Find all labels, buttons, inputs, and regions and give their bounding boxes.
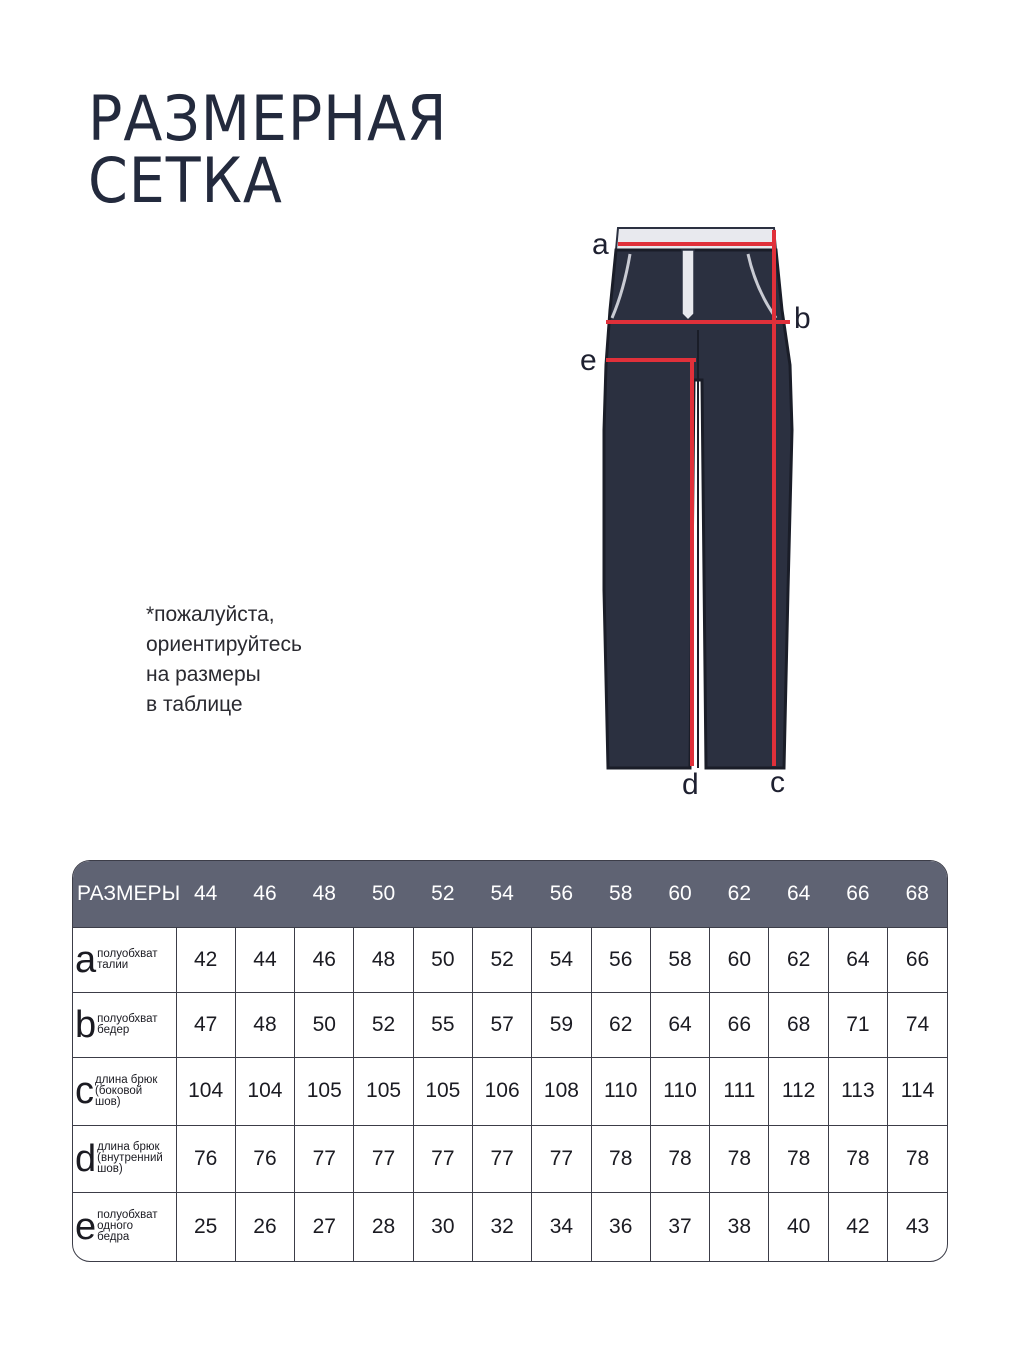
table-cell: 57 (472, 993, 531, 1058)
table-cell: 106 (472, 1058, 531, 1125)
size-table (72, 860, 948, 1262)
waistband (616, 228, 776, 250)
row-description-line: длина брюк (97, 1141, 160, 1154)
row-label (75, 939, 176, 982)
table-cell: 64 (650, 993, 709, 1058)
table-cell: 52 (354, 993, 413, 1058)
table-cell: 78 (769, 1125, 828, 1192)
table-cell: 76 (176, 1125, 235, 1192)
table-cell: 30 (413, 1192, 472, 1261)
size-header: 62 (710, 861, 769, 928)
row-label-cell (73, 1192, 176, 1261)
row-description-line: полуобхват (97, 1209, 158, 1222)
table-cell: 74 (888, 993, 947, 1058)
label-b: b (794, 302, 811, 335)
trousers-illustration (552, 190, 852, 810)
table-cell: 66 (710, 993, 769, 1058)
size-header: 54 (472, 861, 531, 928)
table-cell: 78 (828, 1125, 887, 1192)
table-cell: 34 (532, 1192, 591, 1261)
table-row (73, 928, 947, 993)
row-letter: d (75, 1137, 97, 1180)
table-row (73, 1058, 947, 1125)
note-line-1: *пожалуйста, (146, 603, 275, 626)
table-cell: 77 (413, 1125, 472, 1192)
fly-placket (682, 250, 694, 320)
size-header: 66 (828, 861, 887, 928)
table-cell: 26 (235, 1192, 294, 1261)
row-description-line: (внутренний (97, 1152, 163, 1165)
row-label (75, 1070, 176, 1113)
table-cell: 68 (769, 993, 828, 1058)
table-cell: 76 (235, 1125, 294, 1192)
table-cell: 27 (295, 1192, 354, 1261)
table-cell: 28 (354, 1192, 413, 1261)
title-line-1: РАЗМЕРНАЯ (88, 82, 448, 155)
row-description-line: полуобхват (97, 1013, 158, 1026)
table-row (73, 1125, 947, 1192)
table-cell: 62 (591, 993, 650, 1058)
size-header: 68 (888, 861, 947, 928)
table-row (73, 1192, 947, 1261)
table-cell: 104 (235, 1058, 294, 1125)
table-cell: 110 (650, 1058, 709, 1125)
size-note (146, 600, 302, 720)
row-label (75, 1137, 176, 1180)
row-description (95, 1075, 157, 1108)
row-label-cell (73, 1058, 176, 1125)
table-cell: 78 (591, 1125, 650, 1192)
table-cell: 105 (354, 1058, 413, 1125)
table-cell: 54 (532, 928, 591, 993)
size-header: 44 (176, 861, 235, 928)
table-cell: 58 (650, 928, 709, 993)
table-cell: 71 (828, 993, 887, 1058)
row-letter: b (75, 1004, 97, 1047)
table-cell: 112 (769, 1058, 828, 1125)
table-cell: 43 (888, 1192, 947, 1261)
table-cell: 25 (176, 1192, 235, 1261)
row-letter: a (75, 939, 97, 982)
page-title (88, 82, 448, 217)
row-description-line: шов) (95, 1095, 121, 1108)
size-header: 60 (650, 861, 709, 928)
note-line-3: на размеры (146, 663, 261, 686)
table-cell: 104 (176, 1058, 235, 1125)
table-cell: 56 (591, 928, 650, 993)
row-label-cell (73, 928, 176, 993)
table-cell: 50 (413, 928, 472, 993)
table-cell: 48 (354, 928, 413, 993)
table-cell: 113 (828, 1058, 887, 1125)
table-cell: 108 (532, 1058, 591, 1125)
label-d: d (682, 768, 699, 801)
table-cell: 105 (413, 1058, 472, 1125)
note-line-4: в таблице (146, 693, 243, 716)
row-description-line: (боковой (95, 1084, 143, 1097)
size-header: 48 (295, 861, 354, 928)
table-cell: 52 (472, 928, 531, 993)
size-header: 50 (354, 861, 413, 928)
table-cell: 60 (710, 928, 769, 993)
size-header: 58 (591, 861, 650, 928)
table-cell: 48 (235, 993, 294, 1058)
row-description (97, 949, 157, 971)
table-cell: 77 (472, 1125, 531, 1192)
row-letter: c (75, 1070, 94, 1113)
table-cell: 59 (532, 993, 591, 1058)
row-description-line: одного (97, 1220, 134, 1233)
table-cell: 114 (888, 1058, 947, 1125)
table-cell: 78 (650, 1125, 709, 1192)
row-label (75, 1205, 176, 1248)
row-letter: e (75, 1205, 97, 1248)
size-header-row (73, 861, 947, 928)
table-cell: 40 (769, 1192, 828, 1261)
table-cell: 42 (176, 928, 235, 993)
table-cell: 110 (591, 1058, 650, 1125)
table-cell: 78 (710, 1125, 769, 1192)
row-description-line: шов) (97, 1163, 123, 1176)
table-row (73, 993, 947, 1058)
title-line-2: СЕТКА (88, 144, 283, 217)
row-description-line: бедер (97, 1024, 130, 1037)
table-cell: 55 (413, 993, 472, 1058)
label-c: c (770, 766, 785, 799)
row-description-line: длина брюк (95, 1073, 158, 1086)
row-label-cell (73, 993, 176, 1058)
table-cell: 44 (235, 928, 294, 993)
table-cell: 78 (888, 1125, 947, 1192)
table-cell: 38 (710, 1192, 769, 1261)
size-header: 46 (235, 861, 294, 928)
row-description-line: полуобхват (97, 948, 158, 961)
row-description-line: бедра (97, 1231, 130, 1244)
row-description-line: талии (97, 959, 129, 972)
label-a: a (592, 228, 609, 261)
table-cell: 77 (354, 1125, 413, 1192)
sizes-header-label: РАЗМЕРЫ (73, 861, 176, 928)
table-cell: 77 (295, 1125, 354, 1192)
table-cell: 105 (295, 1058, 354, 1125)
table-cell: 46 (295, 928, 354, 993)
table-cell: 32 (472, 1192, 531, 1261)
table-cell: 42 (828, 1192, 887, 1261)
row-description (97, 1014, 157, 1036)
table-cell: 62 (769, 928, 828, 993)
row-description (97, 1142, 163, 1175)
table-cell: 47 (176, 993, 235, 1058)
table-cell: 50 (295, 993, 354, 1058)
note-line-2: ориентируйтесь (146, 633, 302, 656)
size-header: 56 (532, 861, 591, 928)
size-header: 52 (413, 861, 472, 928)
trousers-measurement-diagram (552, 190, 852, 810)
table-cell: 111 (710, 1058, 769, 1125)
table-cell: 36 (591, 1192, 650, 1261)
size-header: 64 (769, 861, 828, 928)
table-cell: 64 (828, 928, 887, 993)
label-e: e (580, 344, 597, 377)
row-label (75, 1004, 176, 1047)
row-label-cell (73, 1125, 176, 1192)
table-cell: 37 (650, 1192, 709, 1261)
row-description (97, 1210, 157, 1243)
table-cell: 77 (532, 1125, 591, 1192)
table-cell: 66 (888, 928, 947, 993)
